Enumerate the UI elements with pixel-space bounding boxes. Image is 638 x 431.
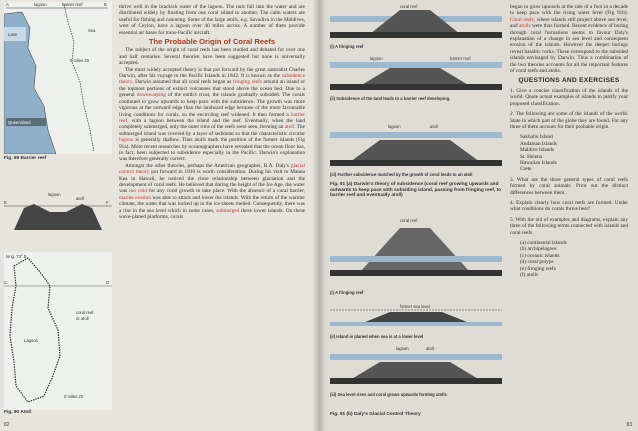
list-item: Maldive Islands xyxy=(520,147,554,154)
left-para-3: Amongst the other theories, perhaps the American geographer, R.A. Daly's glacial control theory put forward in 1910 is worth consideration. During his visit to Mauna Kea in Hawaii, he noticed the close relationship between glaciation and the development of coral reefs. He believed that during the height of the Ice Age, the water was too cold for any coral growth to take place. With the absence of a coral barrier, marine erosion was able to attack and lower the islands. With the return of the warmer climate, the water that was locked up in the ice sheets melted. Consequently, there was a rise in the sea level which in some cases, submerged these lower islands. On these wave-planed platforms, corals xyxy=(119,162,306,220)
list-item: (c) oceanic islands xyxy=(520,252,560,259)
section-label-atoll: atoll xyxy=(76,196,84,201)
list-item: Hawaiian Islands xyxy=(520,159,557,166)
question-4: 4. Explain clearly how coral reefs are formed. Under what conditions do corals thrive best? xyxy=(510,199,628,213)
section-label-f: F xyxy=(106,200,109,205)
fig-b-iii-label: (iii) Sea level rises and coral grows upwards forming atolls xyxy=(330,392,447,397)
question-5: 5. With the aid of examples and diagrams, explain any three of the following terms connected with islands and coral reefs xyxy=(510,216,628,236)
map-scale: 0 miles 20 xyxy=(70,58,90,63)
fig90-caption: Fig. 90 Atoll xyxy=(4,410,32,415)
map-label-b: B xyxy=(104,2,107,7)
question-3: 3. What are the three general types of coral reefs formed by coral animals. Print out the distinct differences between them. xyxy=(510,176,628,196)
map-label-lagoon: lagoon xyxy=(34,2,47,7)
list-item: (f) atolls xyxy=(520,272,539,279)
label-lagoon: lagoon xyxy=(370,56,383,61)
atoll-label-lagoon: Lagoon xyxy=(24,338,38,343)
questions-heading: QUESTIONS AND EXERCISES xyxy=(518,77,620,85)
atoll-scale: 0 miles 20 xyxy=(64,394,84,399)
list-item: (b) archipelagoes xyxy=(520,246,557,253)
left-page xyxy=(0,0,318,431)
map-label-lane: Lane xyxy=(8,32,18,37)
daly-diagram xyxy=(330,216,502,410)
right-para-top: began to grow upwards at the rate of a foot in a decade to keep pace with the rising water level (Fig 91b). Coral reefs, where islands still project above sea level, and atolls were thus formed. Recent evidence of boring through coral formations seems to favour Daly's explanation of a change in sea level and consequent erosion of the islands. However the deeper borings reveal basaltic rocks. These correspond to the subsided islands envisaged by Darwin. Thus a combination of the two theories accounts for all the important features of coral reefs and atolls. xyxy=(510,4,628,75)
fig-b-i-label: (i) A fringing reef xyxy=(330,290,364,295)
barrier-reef-map xyxy=(4,2,112,154)
fig-b-ii-label: (ii) Island is planed when sea is at a lower level xyxy=(330,334,424,339)
label-barrier-reef: barrier reef xyxy=(450,56,471,61)
left-text-column xyxy=(119,4,305,220)
atoll-label-c: C xyxy=(4,280,8,285)
atoll-map xyxy=(4,246,112,410)
list-item: St. Helena xyxy=(520,153,543,160)
label-lagoon-c: lagoon xyxy=(396,346,409,351)
fig-ii-label: (ii) Subsidence of the land leads to a barrier reef developing. xyxy=(330,96,451,101)
label-coral-reef-b: coral reef xyxy=(400,218,418,223)
question-2: 2. The following are some of the islands of the world. State in which part of the globe they are found. For any three of them account for their probable origin. xyxy=(510,111,628,130)
left-para-2: The most widely accepted theory is that put forward by the great naturalist Charles Darwin, after his voyage to the Pacific Islands in 1842. It is known as the subsidence theory. Darwin assumed that all coral reefs began as fringing reefs around an island or the topmost portions of extinct volcanoes that stood above the ocean bed. Due to a general downwarping of the earth's crust, the islands gradually subsided. The corals continued to grow upwards to keep pace with the subsidence. The growth was more vigorous at the outward edge than the landward edge because of the more favourable living conditions for corals, so the encircling reef widened. It then formed a barrier reef, with a lagoon between the island and the reef. Eventually, when the land completely submerged, only the outer rims of the reefs were seen, forming an atoll. The submerged island was covered by a layer of sediment so that the characteristic circular lagoon is generally shallow. Thus atolls mark the position of the former islands (Fig 91a). More recent researches by oceanographers have revealed that the ocean floor has, in fact, been subjected to subsidence especially in the Pacific. Darwin's explanation was therefore generally correct. xyxy=(119,66,306,163)
list-item: Andaman Islands xyxy=(520,140,557,147)
question-2-list xyxy=(520,134,628,172)
list-item: (e) fringing reefs xyxy=(520,265,556,272)
label-former-sea-level: former sea level xyxy=(400,304,430,309)
map-label-queensland: Queensland xyxy=(8,120,31,125)
fig91a-caption: Fig. 91 (a) Darwin's theory of subsidence (coral reef growing upwards and outwards to keep pace with subsiding island, passing from fringing reef, to barrier reef and eventually atoll) xyxy=(330,182,502,199)
atoll-label-or-atoll: or atoll xyxy=(76,316,89,321)
map-label-a: A xyxy=(6,2,9,7)
right-text-column xyxy=(510,4,628,282)
atoll-label-long: long. 73° E xyxy=(6,254,27,259)
label-lagoon-b: lagoon xyxy=(388,124,401,129)
question-1: 1. Give a concise classification of the islands of the world. Quote actual examples of islands to justify your proposed classification. xyxy=(510,87,628,107)
right-page xyxy=(318,0,638,431)
map-label-barrier: barrier reef xyxy=(62,2,83,7)
list-item: (a) continental islands xyxy=(520,240,567,246)
left-para-1: The subject of the origin of coral reefs has been studied and debated for over one and half centuries. Several theories have been suggested but none is universally accepted. xyxy=(119,47,305,67)
map-label-sea: Sea xyxy=(88,28,96,33)
atoll-label-coral: coral reef xyxy=(76,310,94,315)
right-page-number: 83 xyxy=(626,422,632,428)
atoll-label-d: D xyxy=(106,280,110,285)
darwin-diagram xyxy=(330,2,502,198)
fig89-caption: Fig. 89 Barrier reef xyxy=(4,156,47,161)
list-item: (d) coral polyps xyxy=(520,259,554,266)
fig-iii-label: (iii) Further subsidence matched by the growth of coral leads to an atoll xyxy=(330,172,473,177)
question-5-list xyxy=(520,240,628,278)
list-item: Sakhalin Island xyxy=(520,134,553,141)
atoll-cross-section xyxy=(4,190,112,230)
section-heading: The Probable Origin of Coral Reefs xyxy=(148,37,276,47)
label-coral-reef: coral reef xyxy=(400,4,418,9)
label-atoll-b: atoll xyxy=(426,346,434,351)
section-label-lagoon: lagoon xyxy=(48,192,61,197)
fig91b-caption: Fig. 91 (b) Daly's Glacial Control Theory xyxy=(330,412,421,417)
label-atoll: atoll xyxy=(430,124,438,129)
left-para-top: thrive well in the brackish water of the lagoon. The nuts fall into the water and are distributed widely by floating from one coral island to another. The calm waters are useful for fishing and canoeing. Some of the large atolls, e.g. Suvadiva in the Maldives, west of Ceylon, have a lagoon over 40 miles across. A number of them provide essential air bases for trans-Pacific aircraft. xyxy=(119,4,305,36)
book-gutter xyxy=(312,0,326,431)
section-label-e: E xyxy=(4,200,7,205)
list-item: Crete xyxy=(520,166,532,173)
fig-i-label: (i) A fringing reef xyxy=(330,44,364,49)
left-page-number: 82 xyxy=(4,422,10,428)
